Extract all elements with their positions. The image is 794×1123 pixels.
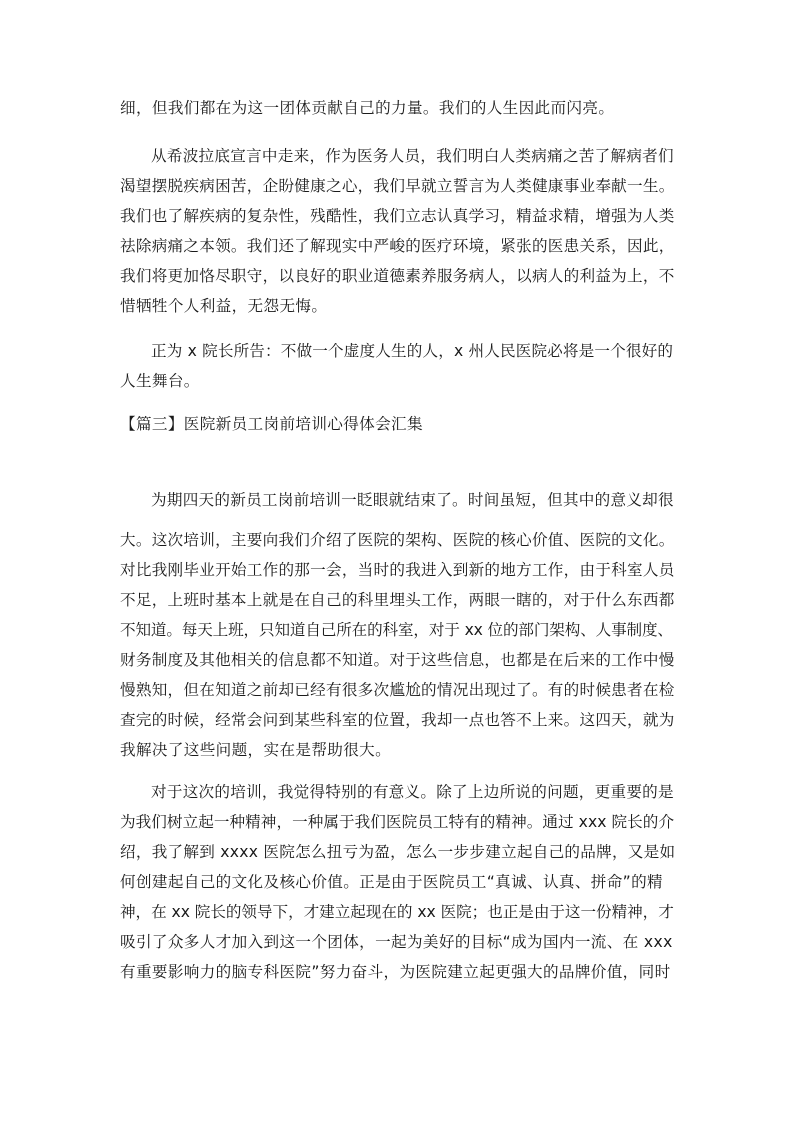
paragraph-line: 对比我刚毕业开始工作的那一会，当时的我进入到新的地方工作，由于科室人员	[120, 561, 675, 579]
paragraph-line: 绍，我了解到 xxxx 医院怎么扭亏为盈，怎么一步步建立起自己的品牌，又是如	[120, 843, 676, 861]
paragraph-line: 对于这次的培训，我觉得特别的有意义。除了上边所说的问题，更重要的是	[151, 783, 674, 801]
paragraph-line: 财务制度及其他相关的信息都不知道。对于这些信息，也都是在后来的工作中慢	[120, 651, 675, 669]
paragraph-line: 为期四天的新员工岗前培训一眨眼就结束了。时间虽短，但其中的意义却很	[151, 491, 674, 509]
paragraph-line: 慢熟知，但在知道之前却已经有很多次尴尬的情况出现过了。有的时候患者在检	[120, 681, 675, 699]
paragraph-line: 我们也了解疾病的复杂性，残酷性，我们立志认真学习，精益求精，增强为人类	[120, 207, 675, 225]
paragraph-line: 正为 x 院长所告：不做一个虚度人生的人，x 州人民医院必将是一个很好的	[151, 342, 674, 360]
paragraph-line: 从希波拉底宣言中走来，作为医务人员，我们明白人类病痛之苦了解病者们	[151, 147, 674, 165]
paragraph-line: 大。这次培训，主要向我们介绍了医院的架构、医院的核心价值、医院的文化。	[120, 531, 675, 549]
section-heading: 【篇三】医院新员工岗前培训心得体会汇集	[120, 415, 423, 433]
paragraph-line: 细，但我们都在为这一团体贡献自己的力量。我们的人生因此而闪亮。	[120, 99, 615, 117]
paragraph-line: 神，在 xx 院长的领导下，才建立起现在的 xx 医院；也正是由于这一份精神，才	[120, 903, 674, 921]
paragraph-line: 吸引了众多人才加入到这一个团体，一起为美好的目标“成为国内一流、在 xxx	[120, 933, 673, 951]
paragraph-line: 我解决了这些问题，实在是帮助很大。	[120, 741, 392, 759]
paragraph-line: 祛除病痛之本领。我们还了解现实中严峻的医疗环境，紧张的医患关系，因此，	[120, 237, 675, 255]
paragraph-line: 人生舞台。	[120, 372, 200, 390]
paragraph-line: 不知道。每天上班，只知道自己所在的科室，对于 xx 位的部门架构、人事制度、	[120, 621, 673, 639]
paragraph-line: 惜牺牲个人利益，无怨无悔。	[120, 297, 328, 315]
paragraph-line: 不足，上班时基本上就是在自己的科里埋头工作，两眼一瞎的，对于什么东西都	[120, 591, 675, 609]
paragraph-line: 渴望摆脱疾病困苦，企盼健康之心，我们早就立誓言为人类健康事业奉献一生。	[120, 177, 675, 195]
paragraph-line: 查完的时候，经常会问到某些科室的位置，我却一点也答不上来。这四天，就为	[120, 711, 675, 729]
paragraph-line: 为我们树立起一种精神，一种属于我们医院员工特有的精神。通过 xxx 院长的介	[120, 813, 675, 831]
paragraph-line: 我们将更加恪尽职守，以良好的职业道德素养服务病人，以病人的利益为上，不	[120, 267, 675, 285]
paragraph-line: 何创建起自己的文化及核心价值。正是由于医院员工“真诚、认真、拼命”的精	[120, 873, 664, 891]
paragraph-line: 有重要影响力的脑专科医院”努力奋斗，为医院建立起更强大的品牌价值，同时	[120, 963, 671, 981]
